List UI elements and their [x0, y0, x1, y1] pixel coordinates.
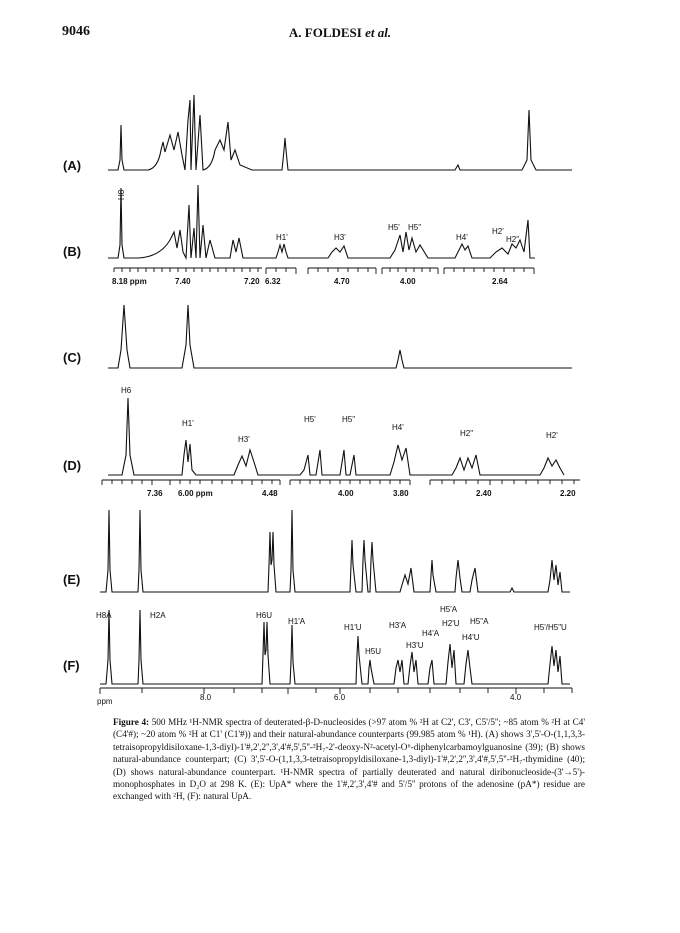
peak-label: H1'U	[344, 623, 362, 632]
panel-b-peak-labels	[117, 189, 520, 244]
spectrum-b-trace	[108, 185, 535, 258]
spectrum-b-axis	[114, 268, 534, 274]
peak-label: H3'U	[406, 641, 424, 650]
spectrum-d-trace	[108, 398, 564, 475]
tick-label: 4.00	[400, 277, 416, 286]
peak-label: H5'/H5"U	[534, 623, 567, 632]
peak-label: H5'A	[440, 605, 458, 614]
spectrum-a-trace	[108, 95, 572, 170]
panel-f-tick-labels	[97, 693, 522, 706]
tick-label: 2.64	[492, 277, 508, 286]
peak-label: H5"A	[470, 617, 489, 626]
peak-label: H8A	[96, 611, 112, 620]
peak-label: H8	[117, 189, 126, 200]
panel-d-tick-labels	[147, 489, 576, 498]
peak-label: H4'	[392, 423, 404, 432]
spectrum-d-axis	[102, 480, 580, 485]
peak-label: H6U	[256, 611, 273, 620]
tick-label: 4.00	[338, 489, 354, 498]
caption-lead: Figure 4:	[113, 717, 150, 727]
tick-label: 4.0	[510, 693, 522, 702]
tick-label: 6.32	[265, 277, 281, 286]
panel-d-peak-labels	[121, 386, 558, 444]
panel-label-e: (E)	[63, 572, 81, 587]
peak-label: H5''	[408, 223, 422, 232]
page-number: 9046	[62, 24, 90, 39]
panel-b-tick-labels	[112, 277, 508, 286]
spectrum-f-trace	[100, 610, 570, 684]
peak-label: H2''	[460, 429, 474, 438]
peak-label: H2'	[546, 431, 558, 440]
tick-label: 7.20	[244, 277, 260, 286]
peak-label: H5'	[304, 415, 316, 424]
peak-label: H4'	[456, 233, 468, 242]
tick-label: 8.0	[200, 693, 212, 702]
peak-label: H3'	[238, 435, 250, 444]
panel-label-f: (F)	[63, 658, 80, 673]
tick-label: 7.40	[175, 277, 191, 286]
panel-label-b: (B)	[63, 244, 82, 259]
peak-label: H5'	[388, 223, 400, 232]
running-head-etal: et al.	[365, 25, 392, 40]
tick-label: 6.0	[334, 693, 346, 702]
panel-label-d: (D)	[63, 458, 82, 473]
tick-label: 4.70	[334, 277, 350, 286]
caption-text: 500 MHz ¹H-NMR spectra of deuterated-β-D-nucleosides (>97 atom % ²H at C2', C3', C5'/5''; ~85 atom % ²H at C4' (C4'#); ~20 atom % ²H at C1' (C1'#)) and their natural-abundance counterparts (99.985 atom % ¹H). (A) shows 3',5'-O-(1,1,3,3-tetraisopropyldisiloxane-1,3-diyl)-1'#,2',2'',3',4'#,5',5''-²H₇-2'-deoxy-N²-acetyl-O⁶-diphenylcarbamoylguanosine (39); (B) shows natural-abundance counterpart; (C) 3',5'-O-(1,1,3,3-tetraisopropyldisiloxane-1,3-diyl)-1'#,2',2'',3',4'#,5',5''-²H₇-thymidine (40); (D) shows natural-abundance counterpart. ¹H-NMR spectra of partially deuterated and natural diribonucleoside-(3'→5')-monophosphates in D₂O at 298 K. (E): UpA* where the 1'#,2',3',4'# and 5'/5'' protons of the adenosine (pA*) residue are exchanged with ²H, (F): natural UpA.	[113, 717, 586, 802]
tick-label: 8.18 ppm	[112, 277, 147, 286]
tick-label: 6.00 ppm	[178, 489, 213, 498]
peak-label: H1'	[182, 419, 194, 428]
tick-label: 4.48	[262, 489, 278, 498]
peak-label: H3'	[334, 233, 346, 242]
figure-caption	[113, 716, 585, 803]
panel-labels	[63, 158, 81, 673]
tick-label: ppm	[97, 697, 113, 706]
panel-label-a: (A)	[63, 158, 82, 173]
peak-label: H2A	[150, 611, 166, 620]
peak-label: H5U	[365, 647, 382, 656]
peak-label: H1'A	[288, 617, 306, 626]
panel-f-peak-labels	[96, 605, 567, 656]
peak-label: H4'U	[462, 633, 480, 642]
peak-label: H3'A	[389, 621, 407, 630]
peak-label: H6	[121, 386, 132, 395]
peak-label: H2''	[506, 235, 520, 244]
tick-label: 2.40	[476, 489, 492, 498]
peak-label: H2'	[492, 227, 504, 236]
peak-label: H1'	[276, 233, 288, 242]
tick-label: 2.20	[560, 489, 576, 498]
spectrum-e-trace	[100, 510, 570, 592]
running-head-author: A. FOLDESI	[288, 25, 362, 40]
peak-label: H4'A	[422, 629, 440, 638]
peak-label: H2'U	[442, 619, 460, 628]
spectrum-c-trace	[108, 305, 572, 368]
tick-label: 7.36	[147, 489, 163, 498]
panel-label-c: (C)	[63, 350, 82, 365]
tick-label: 3.80	[393, 489, 409, 498]
peak-label: H5''	[342, 415, 356, 424]
